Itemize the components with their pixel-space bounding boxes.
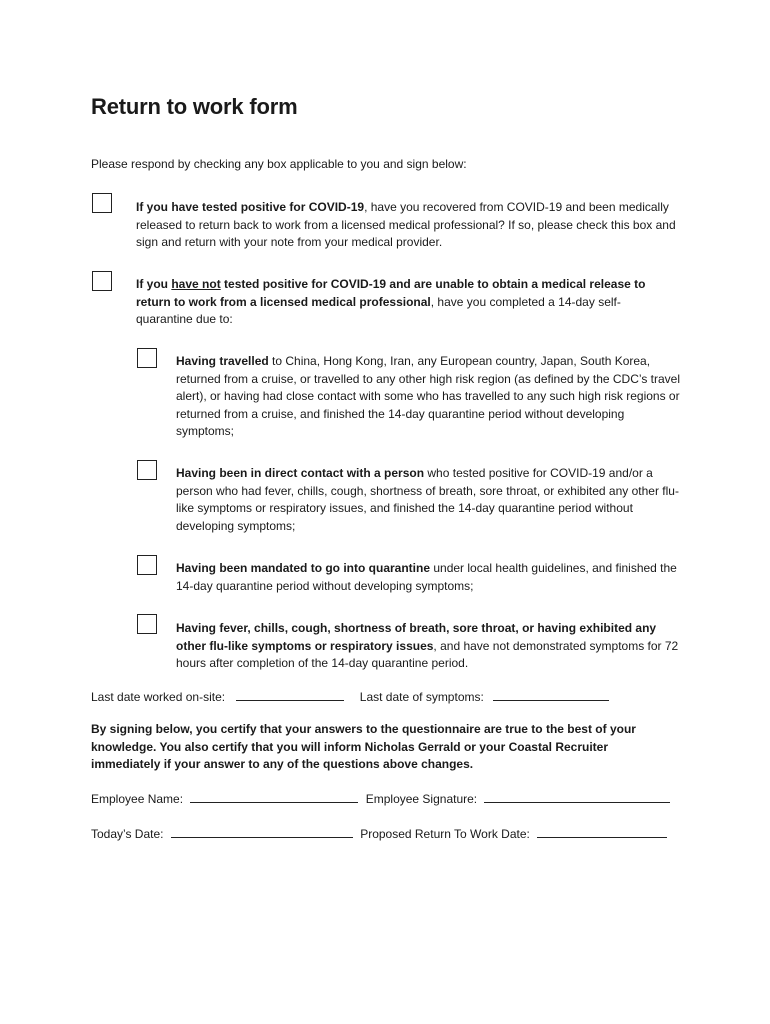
mandated-quarantine-text	[176, 560, 681, 595]
form-title: Return to work form	[91, 94, 298, 119]
proposed-return-field[interactable]	[537, 825, 667, 838]
proposed-return-label: Proposed Return To Work Date:	[360, 827, 530, 841]
travelled-description: to China, Hong Kong, Iran, any European country, Japan, South Korea, returned from a cruise, or travelled to any other high risk region (as defined by the CDC’s travel alert), or having had close contact with some who has travelled to any such high risk regions or returned from a cruise, and finished the 14-day quarantine period without developing symptoms;	[176, 354, 681, 439]
not-tested-description: , have you completed a 14-day self-quarantine due to:	[136, 294, 621, 327]
direct-contact-bold-label: Having been in direct contact with a person	[176, 466, 425, 480]
symptoms-description: , and have not demonstrated symptoms for 72 hours after completion of the 14-day quarantine period.	[176, 638, 679, 671]
employee-name-label: Employee Name:	[91, 792, 184, 806]
todays-date-label: Today’s Date:	[91, 827, 164, 841]
last-date-worked-field[interactable]	[236, 688, 344, 701]
employee-signature-field[interactable]	[484, 790, 670, 803]
certification-text: By signing below, you certify that your answers to the questionnaire are true to the best of your knowledge. You also certify that you will inform Nicholas Gerrald or your Coastal Recruiter immediately if your answer to any of the questions above changes.	[91, 722, 636, 772]
travelled-checkbox[interactable]	[137, 348, 157, 368]
mandated-quarantine-checkbox[interactable]	[137, 555, 157, 575]
covid-positive-recovered-text	[136, 199, 676, 252]
symptoms-checkbox[interactable]	[137, 614, 157, 634]
covid-positive-description: , have you recovered from COVID-19 and been medically released to return back to work from a licensed medical professional? If so, please check this box and sign and return with your note from your medical provider.	[136, 200, 676, 250]
direct-contact-text	[176, 465, 681, 535]
travelled-bold-label: Having travelled	[176, 354, 269, 368]
travelled-text	[176, 353, 681, 441]
covid-not-tested-quarantine-checkbox[interactable]	[92, 271, 112, 291]
mandated-quarantine-bold-label: Having been mandated to go into quarantine	[176, 561, 431, 575]
last-date-symptoms-label: Last date of symptoms:	[359, 690, 484, 704]
direct-contact-description: who tested positive for COVID-19 and/or a person who had fever, chills, cough, shortness of breath, sore throat, or exhibited any other flu-like symptoms or respiratory issues, and finished the 14-day quarantine period without developing symptoms;	[176, 466, 679, 533]
symptoms-bold-label: Having fever, chills, cough, shortness of breath, sore throat, or having exhibited any other flu-like symptoms or respiratory issues	[176, 621, 657, 653]
last-date-row	[91, 688, 609, 704]
form-instructions: Please respond by checking any box applicable to you and sign below:	[91, 157, 467, 171]
not-tested-bold-a: If you	[136, 277, 172, 291]
symptoms-text	[176, 620, 681, 673]
date-return-row	[91, 825, 667, 841]
covid-positive-recovered-checkbox[interactable]	[92, 193, 112, 213]
name-signature-row	[91, 790, 670, 806]
last-date-worked-label: Last date worked on-site:	[91, 690, 226, 704]
not-tested-bold-b: tested positive for COVID-19 and are unable to obtain a medical release to return to work from a licensed medical professional	[136, 277, 646, 309]
covid-positive-bold-label: If you have tested positive for COVID-19	[136, 200, 365, 214]
last-date-symptoms-field[interactable]	[493, 688, 609, 701]
mandated-quarantine-description: under local health guidelines, and finished the 14-day quarantine period without developing symptoms;	[176, 561, 677, 593]
have-not-underlined: have not	[171, 277, 221, 291]
direct-contact-checkbox[interactable]	[137, 460, 157, 480]
covid-not-tested-quarantine-text	[136, 276, 676, 329]
employee-signature-label: Employee Signature:	[365, 792, 478, 806]
employee-name-field[interactable]	[190, 790, 358, 803]
certification-statement	[91, 721, 661, 774]
todays-date-field[interactable]	[171, 825, 353, 838]
